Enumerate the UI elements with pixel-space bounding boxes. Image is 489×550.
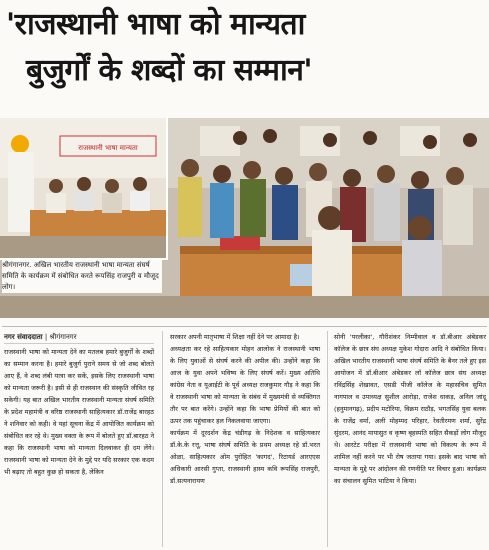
headline-line-2: बुजुर्गों के शब्दों का सम्मान' <box>26 53 313 88</box>
dateline <box>4 331 154 344</box>
article-column-2 <box>170 331 320 487</box>
banner-text: राजस्थानी भाषा मान्यता <box>78 144 138 152</box>
paragraph: राजस्थानी भाषा को मान्यता देने का मतलब हमारे बुजुर्गों के शब्दों का सम्मान करना है। हमारे बुजुर्ग पुराने समय से जो शब्द बोलते आए हैं, वे शब्द लंबी यात्रा कर सकें, इसके लिए राजस्थानी भाषा को मान्यता जरूरी है। इसी से ही राजस्थान की संस्कृति जीवित रह सकेगी। यह बात अखिल भारतीय राजस्थानी मान्यता संघर्ष समिति के प्रदेश महामंत्री व वरिष्ठ राजस्थानी साहित्यकार डॉ.राजेंद्र बारहठ ने शनिवार को कही। वे यहां सूचना केंद्र में आयोजित कार्यक्रम को संबोधित कर रहे थे। मुख्य वक्ता के रूप में बोलते हुए डॉ.बारहठ ने कहा कि राजस्थानी भाषा को मान्यता दिलवाकर ही दम लेंगे। राजस्थानी भाषा को मान्यता देने के मुद्दे पर यदि सरकार एक कदम भी बढ़ाए तो बहुत कुछ हो सकता है, लेकिन <box>4 348 155 476</box>
headline-line-1: 'राजस्थानी भाषा को मान्यता <box>6 7 305 42</box>
dateline-label: नगर संवाददाता <box>4 333 43 341</box>
headline <box>6 2 484 94</box>
paragraph: सरकार अपनी मातृभाषा में शिक्षा नहीं देने पर आमादा है। <box>170 333 300 341</box>
inset-photo <box>0 118 168 260</box>
column-divider <box>327 331 328 547</box>
paragraph: सोनी 'परलीका', गौरीशंकर निम्मीवाल व डॉ.बीआर अंबेडकर कॉलेज के छात्र संघ अध्यक्ष मुकेश गोदारा आदि ने संबोधित किया। अखिल भारतीय राजस्थानी भाषा संघर्ष समिति के बैनर तले हुए इस आयोजन में डॉ.बीआर अंबेडकर लॉ कॉलेज छात्र संघ अध्यक्ष रविंद्रसिंह शेखावत, एसडी पीजी कॉलेज के महासचिव सुमित नागपाल व उपाध्यक्ष सुशील आरोड़ा, राजेश धाकड़, अनिल जांदू (हनुमानगढ़), प्रदीप मटोरिया, विक्रम राठौड़, भगतसिंह युवा बलक के राजेंद्र वर्मा, अली मोहम्मद परिहार, रेवतीरमण शर्मा, सुरेंद्र सुंदरम, आनंद मायासुत व कृष्ण बृहस्पति सहित सैकड़ों लोग मौजूद थे। आरटेट परीक्षा में राजस्थानी भाषा को विकल्प के रूप में शामिल नहीं करने पर भी रोष जताया गया। इसके बाद भाषा को मान्यता के मुद्दे पर आंदोलन की रणनीति पर विचार हुआ। कार्यक्रम का संचालन सुमित भाटिया ने किया। <box>334 333 486 485</box>
dateline-place: | श्रीगंगानगर <box>44 333 77 341</box>
photo-caption: श्रीगंगानगर. अखिल भारतीय राजस्थानी भाषा मान्यता संघर्ष समिति के कार्यक्रम में संबोधित करते रूपसिंह राजपुरी व मौजूद लोग। <box>2 260 162 293</box>
article-body <box>2 326 487 550</box>
article-column-3 <box>334 331 486 487</box>
paragraph: कार्यक्रम में दूरदर्शन केंद्र चंडीगढ़ के निदेशक व साहित्यकार डॉ.के.के रत्तू, भाषा संघर्ष समिति के प्रथम अध्यक्ष रहे डॉ.भरत ओळा, साहित्यकार ओम पुरोहित 'कागद', रिटायर्ड आरएएस अधिकारी आरसी गुप्ता, राजस्थानी हास्य कवि रूपसिंह राजपुरी, डॉ.सत्यनारायण <box>170 429 320 485</box>
paragraph: अध्यक्षता कर रहे साहित्यकार मोहन आलोक ने राजस्थानी भाषा के लिए युवाओं से संघर्ष करने की अपील की। उन्होंने कहा कि आज के युवा अपने भविष्य के लिए संघर्ष करें। मुख्य अतिथि कांग्रेस नेता व यूआईटी के पूर्व अध्यक्ष राजकुमार गौड़ ने कहा कि वे राजस्थानी भाषा को मान्यता के संबंध में मुख्यमंत्री से व्यक्तिगत तौर पर बात करेंगे। उन्होंने कहा कि भाषा प्रेमियों की बात को ऊपर तक पहुंचाकर हल निकलवाया जाएगा। <box>170 345 320 425</box>
article-column-1 <box>4 331 154 478</box>
column-divider <box>162 331 163 547</box>
